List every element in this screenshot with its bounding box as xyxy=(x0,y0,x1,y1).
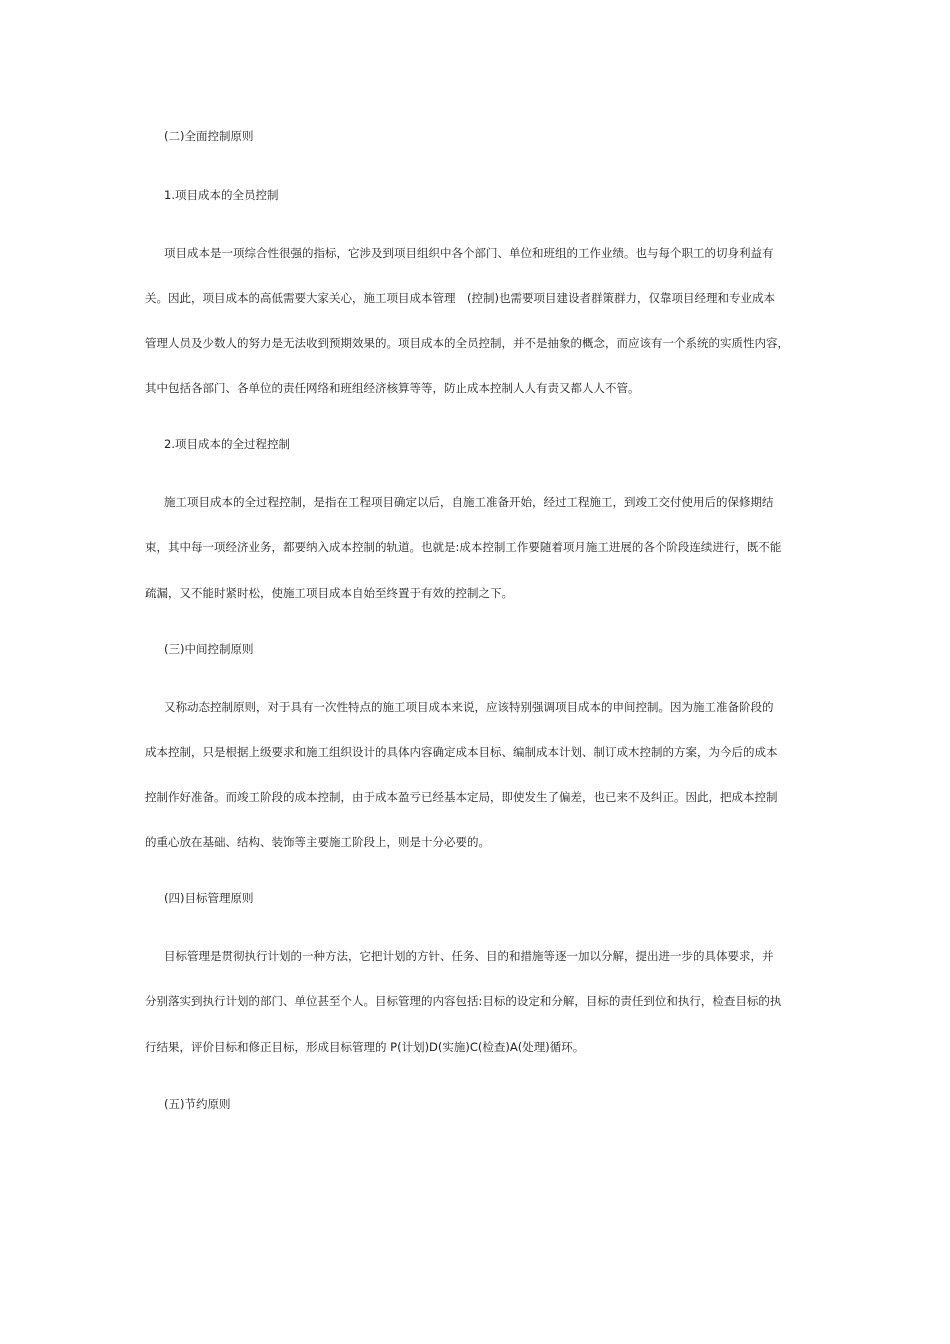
paragraph-line: 其中包括各部门、各单位的责任网络和班组经济核算等等，防止成本控制人人有责又都人人不管。 xyxy=(145,381,640,395)
section-heading: (二)全面控制原则 xyxy=(164,129,254,143)
subsection-heading: 2.项目成本的全过程控制 xyxy=(164,437,290,451)
paragraph-line: 关。因此，项目成本的高低需要大家关心，施工项目成本管理 (控制)也需要项目建设者群策群力，仅靠项目经理和专业成本 xyxy=(145,291,775,305)
section-heading: (五)节约原则 xyxy=(164,1097,231,1111)
paragraph-line: 项目成本是一项综合性很强的指标，它涉及到项目组织中各个部门、单位和班组的工作业绩。也与每个职工的切身利益有 xyxy=(164,246,774,260)
paragraph-line: 控制作好准备。而竣工阶段的成本控制，由于成本盈亏已经基本定局，即使发生了偏差，也已来不及纠正。因此，把成本控制 xyxy=(145,790,778,804)
paragraph-line: 行结果，评价目标和修正目标，形成目标管理的 P(计划)D(实施)C(检查)A(处理)循环。 xyxy=(145,1040,585,1054)
paragraph-line: 又称动态控制原则，对于具有一次性特点的施工项目成本来说，应该特别强调项目成本的申间控制。因为施工准备阶段的 xyxy=(164,700,774,714)
section-heading: (三)中间控制原则 xyxy=(164,642,254,656)
paragraph-line: 成本控制，只是根据上级要求和施工组织设计的具体内容确定成本目标、编制成本计划、制订成木控制的方案，为今后的成本 xyxy=(145,745,778,759)
paragraph-line: 分别落实到执行计划的部门、单位甚至个人。目标管理的内容包括:目标的设定和分解，目标的责任到位和执行，检查目标的执 xyxy=(145,994,782,1008)
paragraph-line: 束，其中每一项经济业务，都要纳入成本控制的轨道。也就是:成本控制工作要随着项月施工进展的各个阶段连续进行，既不能 xyxy=(145,540,782,554)
paragraph-line: 目标管理是贯彻执行计划的一种方法，它把计划的方针、任务、目的和措施等逐一加以分解，提出进一步的具体要求，并 xyxy=(164,949,774,963)
section-heading: (四)目标管理原则 xyxy=(164,891,254,905)
paragraph-line: 疏漏，又不能时紧时松，使施工项目成本自始至终置于有效的控制之下。 xyxy=(145,586,513,600)
paragraph-line: 管理人员及少数人的努力是无法收到预期效果的。项目成本的全员控制，并不是抽象的概念，而应该有一个系统的实质性内容， xyxy=(145,336,789,350)
subsection-heading: 1.项目成本的全员控制 xyxy=(164,188,279,202)
paragraph-line: 的重心放在基础、结构、装饰等主要施工阶段上，则是十分必要的。 xyxy=(145,835,490,849)
paragraph-line: 施工项目成本的全过程控制，是指在工程项目确定以后，自施工准备开始，经过工程施工，到竣工交付使用后的保修期结 xyxy=(164,495,774,509)
